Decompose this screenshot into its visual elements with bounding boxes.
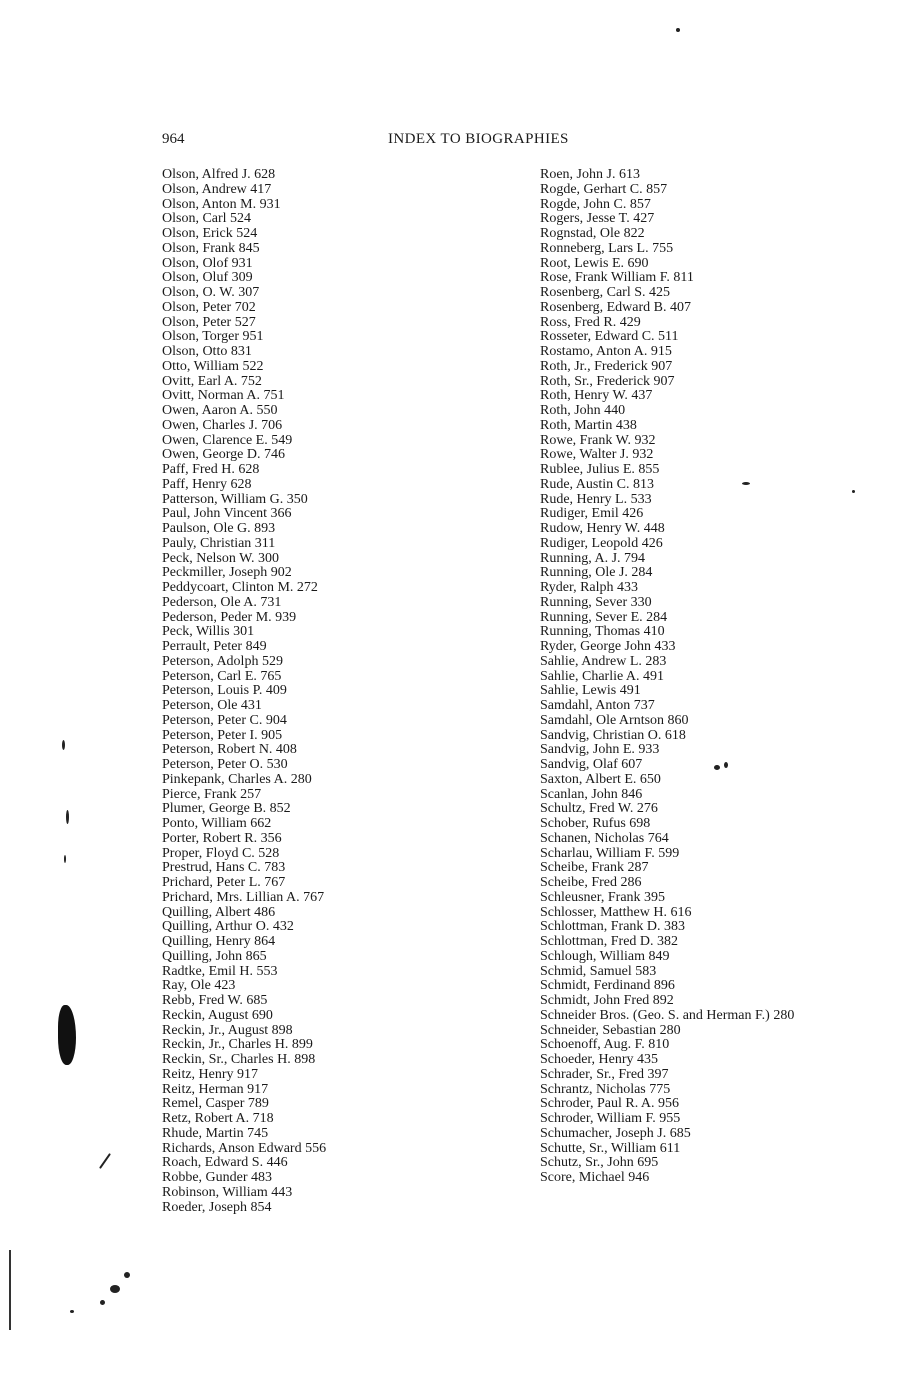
index-entry: Patterson, William G. 350 — [162, 491, 308, 507]
index-entry: Otto, William 522 — [162, 358, 264, 374]
index-entry: Owen, Charles J. 706 — [162, 417, 283, 433]
index-entry: Pierce, Frank 257 — [162, 786, 262, 802]
index-entry: Paff, Fred H. 628 — [162, 462, 260, 477]
index-entry: Perrault, Peter 849 — [162, 639, 267, 654]
index-entry: Rebb, Fred W. 685 — [162, 993, 268, 1008]
index-entry: Schoeder, Henry 435 — [540, 1052, 659, 1067]
index-entry: Roth, Henry W. 437 — [540, 388, 653, 404]
index-entry: Peck, Willis 301 — [162, 624, 255, 640]
index-entry: Peckmiller, Joseph 902 — [162, 565, 292, 581]
scan-binding-mark — [9, 1250, 11, 1330]
index-entry: Olson, Carl 524 — [162, 211, 252, 227]
index-entry: Sahlie, Charlie A. 491 — [540, 668, 665, 684]
index-entry: Rostamo, Anton A. 915 — [540, 344, 672, 359]
scan-speck — [70, 1310, 74, 1313]
index-entry: Paulson, Ole G. 893 — [162, 521, 276, 536]
index-entry: Schroder, William F. 955 — [540, 1111, 681, 1126]
index-entry: Reckin, Jr., Charles H. 899 — [162, 1037, 313, 1053]
index-entry: Sahlie, Andrew L. 283 — [540, 653, 667, 669]
index-entry: Olson, O. W. 307 — [162, 285, 260, 300]
index-entry: Ray, Ole 423 — [162, 978, 236, 994]
index-entry: Retz, Robert A. 718 — [162, 1111, 274, 1126]
index-entry: Rosseter, Edward C. 511 — [540, 329, 679, 345]
index-entry: Peddycoart, Clinton M. 272 — [162, 580, 318, 595]
index-entry: Rhude, Martin 745 — [162, 1125, 269, 1141]
index-entry: Ryder, Ralph 433 — [540, 580, 639, 595]
index-entry: Prichard, Mrs. Lillian A. 767 — [162, 889, 325, 905]
index-entry: Rose, Frank William F. 811 — [540, 270, 694, 286]
index-entry: Root, Lewis E. 690 — [540, 255, 649, 271]
index-entry: Peterson, Peter I. 905 — [162, 727, 283, 743]
index-entry: Schober, Rufus 698 — [540, 816, 651, 831]
index-entry: Rude, Henry L. 533 — [540, 491, 652, 507]
scan-speck — [100, 1300, 105, 1305]
index-entry: Schrader, Sr., Fred 397 — [540, 1066, 669, 1082]
index-entry: Schumacher, Joseph J. 685 — [540, 1125, 691, 1141]
index-entry: Saxton, Albert E. 650 — [540, 771, 661, 787]
index-entry: Rowe, Frank W. 932 — [540, 432, 656, 448]
index-entry: Owen, George D. 746 — [162, 447, 285, 463]
index-entry: Rogde, Gerhart C. 857 — [540, 181, 668, 197]
scan-speck — [714, 765, 720, 770]
index-entry: Schutz, Sr., John 695 — [540, 1155, 659, 1171]
index-entry: Rude, Austin C. 813 — [540, 476, 654, 492]
index-entry: Reitz, Henry 917 — [162, 1066, 259, 1082]
index-entry: Sahlie, Lewis 491 — [540, 683, 641, 699]
index-entry: Pauly, Christian 311 — [162, 535, 276, 551]
index-entry: Peterson, Robert N. 408 — [162, 742, 297, 758]
index-entry: Porter, Robert R. 356 — [162, 830, 282, 846]
index-entry: Schlough, William 849 — [540, 948, 670, 964]
index-entry: Peterson, Peter C. 904 — [162, 712, 287, 728]
index-entry: Rublee, Julius E. 855 — [540, 462, 660, 477]
scan-ink-blot — [58, 1005, 76, 1065]
index-entry: Schmidt, John Fred 892 — [540, 993, 674, 1008]
index-entry: Olson, Peter 702 — [162, 299, 256, 315]
scan-speck — [124, 1272, 130, 1278]
index-entry: Olson, Olof 931 — [162, 255, 253, 271]
index-entry: Schlosser, Matthew H. 616 — [540, 904, 692, 920]
index-entry: Peterson, Ole 431 — [162, 698, 262, 713]
index-entry: Schanen, Nicholas 764 — [540, 830, 669, 846]
index-entry: Owen, Clarence E. 549 — [162, 432, 293, 448]
index-entry: Paff, Henry 628 — [162, 476, 252, 492]
index-entry: Scheibe, Fred 286 — [540, 875, 642, 890]
index-entry: Rosenberg, Carl S. 425 — [540, 285, 671, 300]
index-entry: Prestrud, Hans C. 783 — [162, 860, 286, 876]
index-entry: Prichard, Peter L. 767 — [162, 875, 286, 890]
index-entry: Olson, Anton M. 931 — [162, 196, 281, 212]
index-entry: Quilling, Henry 864 — [162, 934, 276, 949]
index-entry: Schneider, Sebastian 280 — [540, 1022, 681, 1038]
index-entry: Rowe, Walter J. 932 — [540, 447, 654, 463]
index-entry: Pederson, Peder M. 939 — [162, 609, 297, 625]
index-entry: Pinkepank, Charles A. 280 — [162, 771, 312, 787]
index-entry: Remel, Casper 789 — [162, 1096, 269, 1112]
index-entry: Scheibe, Frank 287 — [540, 860, 649, 876]
index-entry: Roeder, Joseph 854 — [162, 1199, 272, 1215]
index-entry: Olson, Andrew 417 — [162, 181, 272, 197]
index-entry: Olson, Peter 527 — [162, 314, 256, 330]
index-entry: Rudiger, Leopold 426 — [540, 535, 663, 551]
index-entry: Sandvig, Christian O. 618 — [540, 727, 686, 743]
index-entry: Schoenoff, Aug. F. 810 — [540, 1037, 670, 1053]
index-entry: Peterson, Peter O. 530 — [162, 757, 288, 772]
index-entry: Schmidt, Ferdinand 896 — [540, 978, 675, 994]
index-entry: Ponto, William 662 — [162, 816, 272, 831]
scan-speck — [66, 810, 69, 824]
index-entry: Ross, Fred R. 429 — [540, 314, 641, 330]
index-entry: Rudow, Henry W. 448 — [540, 521, 665, 536]
page-number: 964 — [162, 131, 185, 147]
index-entry: Robinson, William 443 — [162, 1184, 293, 1200]
index-entry: Running, Thomas 410 — [540, 624, 665, 640]
index-entry: Olson, Otto 831 — [162, 344, 252, 359]
scan-speck — [742, 482, 750, 485]
index-entry: Schlottman, Fred D. 382 — [540, 934, 679, 949]
index-entry: Schneider Bros. (Geo. S. and Herman F.) 280 — [540, 1007, 795, 1023]
index-entry: Scharlau, William F. 599 — [540, 845, 680, 861]
index-entry: Olson, Torger 951 — [162, 329, 264, 345]
index-entry: Quilling, Arthur O. 432 — [162, 919, 294, 935]
index-entry: Ronneberg, Lars L. 755 — [540, 240, 674, 256]
index-entry: Schroder, Paul R. A. 956 — [540, 1096, 680, 1112]
index-entry: Ovitt, Earl A. 752 — [162, 373, 262, 389]
index-entry: Rogers, Jesse T. 427 — [540, 211, 655, 227]
index-entry: Schlottman, Frank D. 383 — [540, 919, 686, 935]
index-entry: Reckin, Jr., August 898 — [162, 1022, 293, 1038]
index-entry: Peterson, Carl E. 765 — [162, 668, 282, 684]
index-entry: Radtke, Emil H. 553 — [162, 963, 278, 979]
index-entry: Roach, Edward S. 446 — [162, 1155, 288, 1171]
index-entry: Reckin, August 690 — [162, 1007, 273, 1023]
index-entry: Peterson, Adolph 529 — [162, 653, 283, 669]
index-entry: Quilling, John 865 — [162, 948, 267, 964]
index-entry: Roth, Sr., Frederick 907 — [540, 373, 675, 389]
scan-speck — [64, 855, 66, 863]
index-entry: Peck, Nelson W. 300 — [162, 550, 280, 566]
index-entry: Scanlan, John 846 — [540, 786, 643, 802]
index-entry: Ovitt, Norman A. 751 — [162, 388, 285, 404]
scan-speck — [99, 1153, 111, 1169]
index-entry: Paul, John Vincent 366 — [162, 506, 292, 522]
index-entry: Quilling, Albert 486 — [162, 904, 276, 920]
index-entry: Olson, Frank 845 — [162, 240, 260, 256]
index-entry: Reckin, Sr., Charles H. 898 — [162, 1052, 316, 1067]
index-entry: Schmid, Samuel 583 — [540, 963, 657, 979]
index-entry: Schultz, Fred W. 276 — [540, 801, 658, 817]
index-entry: Running, Sever E. 284 — [540, 609, 668, 625]
index-entry: Rudiger, Emil 426 — [540, 506, 644, 522]
index-entry: Sandvig, John E. 933 — [540, 742, 660, 758]
scan-speck — [110, 1285, 120, 1293]
scan-speck — [62, 740, 65, 750]
index-entry: Roth, John 440 — [540, 403, 626, 418]
index-entry: Running, Sever 330 — [540, 594, 652, 610]
index-entry: Proper, Floyd C. 528 — [162, 845, 280, 861]
index-entry: Roth, Martin 438 — [540, 417, 637, 433]
scan-speck — [852, 490, 855, 493]
index-entry: Reitz, Herman 917 — [162, 1081, 269, 1097]
index-entry: Samdahl, Anton 737 — [540, 698, 655, 713]
index-entry: Peterson, Louis P. 409 — [162, 683, 287, 699]
index-entry: Ryder, George John 433 — [540, 639, 676, 654]
index-entry: Score, Michael 946 — [540, 1170, 650, 1185]
index-entry: Running, Ole J. 284 — [540, 565, 653, 581]
index-entry: Samdahl, Ole Arntson 860 — [540, 712, 689, 728]
index-column-left — [162, 168, 422, 1215]
index-entry: Olson, Alfred J. 628 — [162, 167, 276, 182]
index-entry: Pederson, Ole A. 731 — [162, 594, 282, 610]
index-entry: Schrantz, Nicholas 775 — [540, 1081, 671, 1097]
page-title: INDEX TO BIOGRAPHIES — [388, 131, 569, 147]
scan-speck — [724, 762, 728, 768]
index-entry: Roen, John J. 613 — [540, 167, 640, 182]
index-entry: Rognstad, Ole 822 — [540, 226, 645, 241]
index-entry: Richards, Anson Edward 556 — [162, 1140, 327, 1156]
index-entry: Plumer, George B. 852 — [162, 801, 291, 817]
index-entry: Rogde, John C. 857 — [540, 196, 651, 212]
index-column-right — [540, 168, 800, 1186]
index-entry: Robbe, Gunder 483 — [162, 1170, 273, 1185]
index-entry: Rosenberg, Edward B. 407 — [540, 299, 691, 315]
index-entry: Schutte, Sr., William 611 — [540, 1140, 681, 1156]
scan-speck — [676, 28, 680, 32]
index-entry: Owen, Aaron A. 550 — [162, 403, 278, 418]
index-entry: Schleusner, Frank 395 — [540, 889, 666, 905]
index-entry: Olson, Oluf 309 — [162, 270, 253, 286]
index-entry: Olson, Erick 524 — [162, 226, 258, 241]
index-entry: Sandvig, Olaf 607 — [540, 757, 643, 772]
index-entry: Roth, Jr., Frederick 907 — [540, 358, 673, 374]
index-entry: Running, A. J. 794 — [540, 550, 646, 566]
